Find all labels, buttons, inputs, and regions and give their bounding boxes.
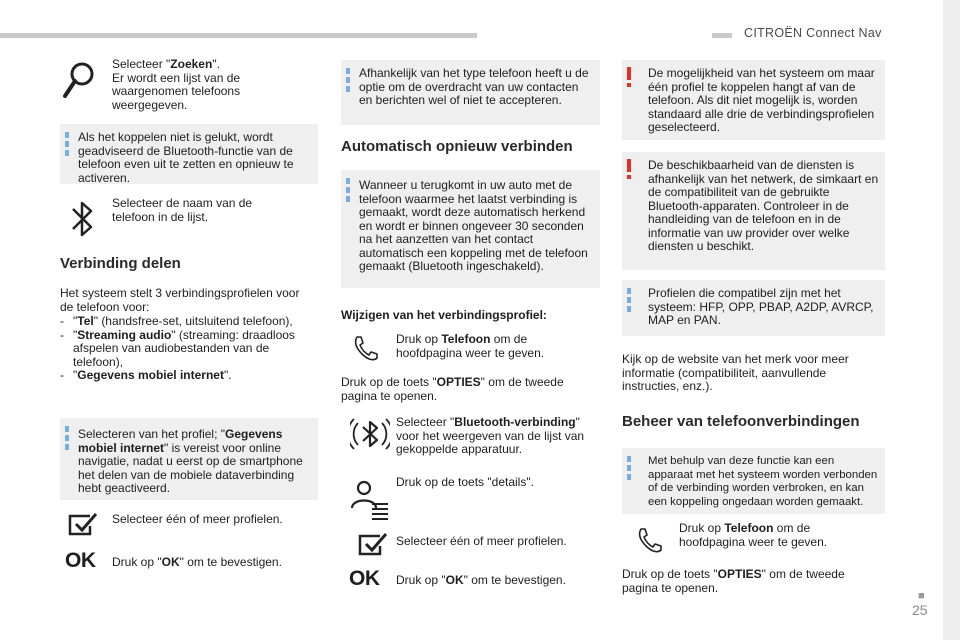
- search-icon: [60, 60, 100, 104]
- step-details: Druk op de toets "details".: [396, 475, 534, 489]
- info-box-compat: Profielen die compatibel zijn met het systeem: HFP, OPP, PBAP, A2DP, AVRCP, MAP en PAN.: [622, 280, 885, 336]
- info-icon: [65, 426, 69, 453]
- page-dot: ■: [918, 590, 925, 602]
- step-select-profiles: Selecteer één of meer profielen.: [112, 512, 283, 526]
- warning-icon: [626, 67, 632, 87]
- info-box-profile: Selecteren van het profiel; "Gegevens mobiel internet" is vereist voor online navigatie, nadat u eerst op de smartphone het delen van de mobiele dataverbinding hebt geactiveerd.: [60, 418, 318, 500]
- bluetooth-connection-icon: [350, 414, 390, 458]
- heading-share: Verbinding delen: [60, 255, 181, 272]
- side-strip: [943, 0, 960, 640]
- info-box-options: Afhankelijk van het type telefoon heeft u de optie om de overdracht van uw contacten en berichten wel of niet te accepteren.: [341, 60, 600, 125]
- details-icon: [350, 478, 390, 524]
- header-rule-short: [712, 33, 732, 38]
- step-select-name: Selecteer de naam van de telefoon in de lijst.: [112, 196, 253, 224]
- info-icon: [65, 132, 69, 159]
- heading-manage: Beheer van telefoonverbindingen: [622, 413, 860, 430]
- warning-icon: [626, 159, 632, 179]
- checkbox-select-icon: [66, 512, 98, 540]
- intro-profiles: Het systeem stelt 3 verbindingsprofielen voor de telefoon voor:: [60, 286, 300, 314]
- list-item: - "Tel" (handsfree-set, uitsluitend telefoon),: [60, 315, 316, 329]
- step-select-profiles-2: Selecteer één of meer profielen.: [396, 534, 567, 548]
- subheading-change-profile: Wijzigen van het verbindingsprofiel:: [341, 308, 547, 322]
- heading-reconnect: Automatisch opnieuw verbinden: [341, 138, 573, 155]
- info-icon: [346, 68, 350, 95]
- list-item: - "Streaming audio" (streaming: draadloos afspelen van audiobestanden van de telefoon),: [60, 329, 316, 370]
- bluetooth-icon: [70, 198, 96, 244]
- brand-title: CITROËN Connect Nav: [744, 26, 882, 40]
- info-icon: [627, 288, 631, 315]
- step-search: Selecteer "Zoeken". Er wordt een lijst van de waargenomen telefoons weergegeven.: [112, 57, 241, 112]
- info-icon: [627, 456, 631, 483]
- warning-box-profile: De mogelijkheid van het systeem om maar één profiel te koppelen hangt af van de telefoon. Als dit niet mogelijk is, worden standaard alle drie de verbindingsprofielen geselecteerd.: [622, 60, 885, 140]
- info-icon: [346, 178, 350, 205]
- phone-icon: [352, 334, 378, 366]
- checkbox-select-icon: [356, 532, 388, 560]
- profiles-list: [60, 315, 316, 383]
- page-number: 25: [912, 602, 928, 618]
- website-note: Kijk op de website van het merk voor meer informatie (compatibiliteit, aanvullende instructies, enz.).: [622, 352, 849, 393]
- header-rule: [0, 33, 477, 38]
- info-box-reconnect: Wanneer u terugkomt in uw auto met de telefoon waarmee het laatst verbinding is gemaakt, wordt deze automatisch herkend en wordt er binnen ongeveer 30 seconden na het aanzetten van het contact automatisch een koppeling met de telefoon gemaakt (Bluetooth ingeschakeld).: [341, 170, 600, 288]
- warning-box-services: De beschikbaarheid van de diensten is afhankelijk van het netwerk, de simkaart en de compatibiliteit van de gebruikte Bluetooth-apparaten. Controleer in de handleiding van de telefoon en in de informatie van uw provider over welke diensten u beschikt.: [622, 152, 885, 270]
- info-box-pairing: Als het koppelen niet is gelukt, wordt geadviseerd de Bluetooth-functie van de telefoon even uit te zetten en opnieuw te activeren.: [60, 124, 318, 184]
- ok-icon: OK: [65, 549, 96, 572]
- phone-icon: [636, 526, 662, 558]
- ok-icon: OK: [349, 567, 380, 590]
- info-box-manage: Met behulp van deze functie kan een apparaat met het systeem worden verbonden of de verbinding worden verbroken, en kan een koppeling ongedaan worden gemaakt.: [622, 448, 885, 514]
- list-item: - "Gegevens mobiel internet".: [60, 369, 316, 383]
